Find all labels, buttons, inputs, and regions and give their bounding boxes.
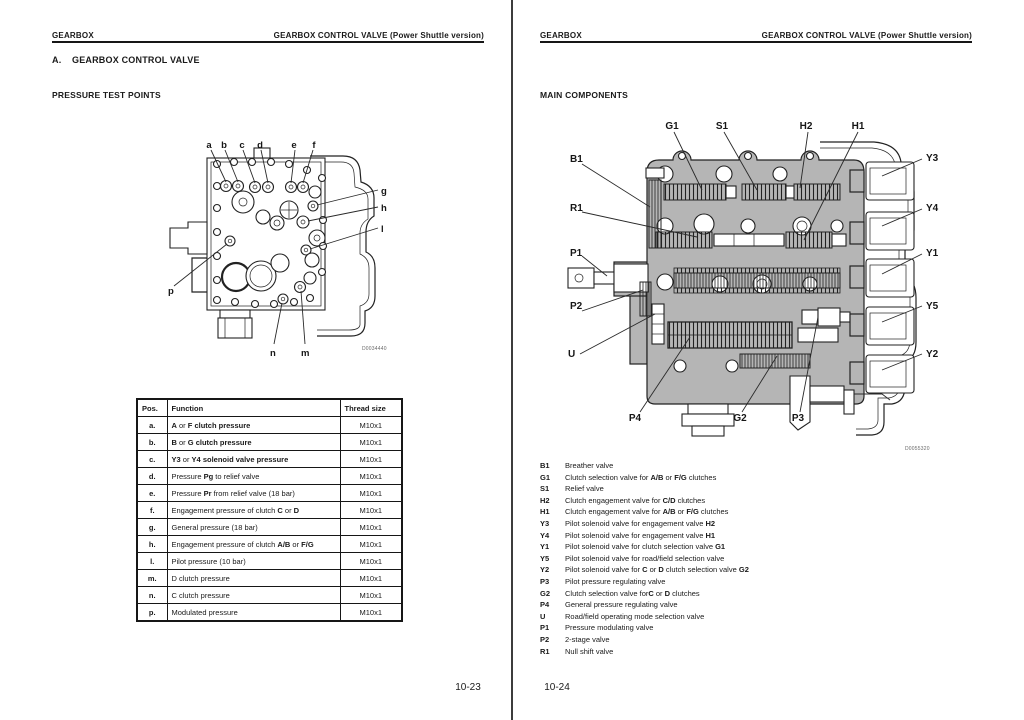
right-subsection-title: MAIN COMPONENTS <box>540 90 628 100</box>
legend-code: G2 <box>540 588 551 598</box>
pressure-test-table <box>136 398 403 622</box>
legend-description: Pilot solenoid valve for C or D clutch selection valve G2 <box>565 565 749 575</box>
diagram-label-Y2: Y2 <box>926 349 939 360</box>
legend-item <box>540 483 970 495</box>
legend-item <box>540 588 970 600</box>
table-cell-function: Pressure Pg to relief valve <box>167 468 340 485</box>
diagram-label-H1: H1 <box>851 121 865 132</box>
legend-item <box>540 622 970 634</box>
legend-description: Relief valve <box>565 484 604 494</box>
table-cell-pos: d. <box>137 468 167 485</box>
legend-description: Pilot solenoid valve for clutch selection valve G1 <box>565 542 726 552</box>
right-running-header: GEARBOX <box>540 31 582 40</box>
component-legend <box>540 460 970 657</box>
legend-code: Y4 <box>540 530 550 540</box>
legend-description: Breather valve <box>565 461 614 470</box>
table-row <box>137 604 402 622</box>
diagram-label-Y4: Y4 <box>926 203 939 214</box>
diagram-label-Y5: Y5 <box>926 301 939 312</box>
legend-description: Pressure modulating valve <box>565 623 654 633</box>
legend-code: Y1 <box>540 542 550 552</box>
legend-item <box>540 530 970 542</box>
left-section-title: GEARBOX CONTROL VALVE <box>72 55 200 65</box>
legend-description: Clutch engagement valve for C/D clutches <box>565 495 706 505</box>
legend-item <box>540 553 970 565</box>
table-cell-pos: n. <box>137 587 167 604</box>
legend-description: Null shift valve <box>565 646 614 656</box>
col-header-thread: Thread size <box>340 399 402 417</box>
legend-code: G1 <box>540 472 551 482</box>
valve-body-outline <box>170 148 325 338</box>
legend-description: 2-stage valve <box>565 634 610 644</box>
table-cell-thread: M10x1 <box>340 553 402 570</box>
legend-description: Pilot solenoid valve for engagement valve H1 <box>565 530 716 540</box>
legend-item <box>540 564 970 576</box>
diagram-label-c: c <box>239 140 245 151</box>
table-row <box>137 570 402 587</box>
table-cell-pos: p. <box>137 604 167 622</box>
table-cell-function: Pilot pressure (10 bar) <box>167 553 340 570</box>
diagram-label-l: l <box>381 224 384 235</box>
diagram-label-S1: S1 <box>715 121 729 132</box>
main-components-figure <box>552 104 982 460</box>
right-running-title: GEARBOX CONTROL VALVE (Power Shuttle version) <box>761 31 972 40</box>
table-cell-thread: M10x1 <box>340 536 402 553</box>
valve-top-view-drawing <box>160 130 400 370</box>
legend-code: P4 <box>540 600 550 610</box>
legend-item <box>540 634 970 646</box>
table-cell-function: Pressure Pr from relief valve (18 bar) <box>167 485 340 502</box>
diagram-label-f: f <box>312 140 316 151</box>
diagram-label-H2: H2 <box>799 121 813 132</box>
legend-description: Clutch engagement valve for A/B or F/G clutches <box>565 507 729 517</box>
legend-item <box>540 460 970 472</box>
pressure-test-points-figure <box>160 130 400 370</box>
diagram-label-Y3: Y3 <box>926 153 939 164</box>
left-section-letter: A. <box>52 55 62 65</box>
table-cell-thread: M10x1 <box>340 519 402 536</box>
diagram-label-e: e <box>291 140 297 151</box>
table-cell-thread: M10x1 <box>340 570 402 587</box>
table-cell-pos: h. <box>137 536 167 553</box>
diagram-label-R1: R1 <box>570 203 583 214</box>
table-row <box>137 468 402 485</box>
diagram-label-g: g <box>381 186 387 197</box>
legend-item <box>540 495 970 507</box>
left-header-rule <box>52 41 484 43</box>
table-row <box>137 587 402 604</box>
table-cell-function: B or G clutch pressure <box>167 434 340 451</box>
table-row <box>137 451 402 468</box>
diagram-label-G1: G1 <box>665 121 679 132</box>
legend-item <box>540 518 970 530</box>
table-cell-pos: l. <box>137 553 167 570</box>
table-cell-pos: b. <box>137 434 167 451</box>
legend-item <box>540 541 970 553</box>
table-cell-thread: M10x1 <box>340 417 402 434</box>
pressure-table-wrap <box>136 398 403 622</box>
legend-description: Pilot pressure regulating valve <box>565 576 666 586</box>
table-cell-function: Engagement pressure of clutch A/B or F/G <box>167 536 340 553</box>
legend-code: Y5 <box>540 553 550 563</box>
left-subsection-title: PRESSURE TEST POINTS <box>52 90 161 100</box>
table-row <box>137 536 402 553</box>
table-cell-thread: M10x1 <box>340 604 402 622</box>
right-page-number: 10-24 <box>544 682 570 693</box>
legend-code: B1 <box>540 461 550 470</box>
legend-code: R1 <box>540 646 550 656</box>
table-cell-thread: M10x1 <box>340 434 402 451</box>
table-cell-thread: M10x1 <box>340 485 402 502</box>
legend-code: S1 <box>540 484 550 494</box>
col-header-pos: Pos. <box>137 399 167 417</box>
table-cell-pos: f. <box>137 502 167 519</box>
diagram-label-P1: P1 <box>570 248 583 259</box>
pressure-table-body <box>137 417 402 622</box>
diagram-label-P4: P4 <box>628 413 642 424</box>
table-cell-function: Engagement pressure of clutch C or D <box>167 502 340 519</box>
table-cell-thread: M10x1 <box>340 502 402 519</box>
legend-description: Road/field operating mode selection valve <box>565 611 705 621</box>
diagram-label-U: U <box>568 349 576 360</box>
valve-cross-section-drawing <box>552 104 982 460</box>
table-cell-pos: m. <box>137 570 167 587</box>
legend-code: H2 <box>540 495 550 505</box>
legend-code: P2 <box>540 634 550 644</box>
table-row <box>137 553 402 570</box>
diagram-label-p: p <box>168 286 174 297</box>
table-cell-pos: a. <box>137 417 167 434</box>
table-cell-thread: M10x1 <box>340 587 402 604</box>
legend-description: Clutch selection valve for A/B or F/G clutches <box>565 472 717 482</box>
legend-item <box>540 576 970 588</box>
legend-code: P3 <box>540 576 550 586</box>
table-cell-function: General pressure (18 bar) <box>167 519 340 536</box>
table-header-row <box>137 399 402 417</box>
legend-code: P1 <box>540 623 550 633</box>
table-cell-pos: g. <box>137 519 167 536</box>
diagram-label-B1: B1 <box>570 154 583 165</box>
legend-description: General pressure regulating valve <box>565 600 678 610</box>
table-cell-thread: M10x1 <box>340 451 402 468</box>
left-running-title: GEARBOX CONTROL VALVE (Power Shuttle version) <box>273 31 484 40</box>
left-running-header: GEARBOX <box>52 31 94 40</box>
table-cell-function: A or F clutch pressure <box>167 417 340 434</box>
diagram-label-m: m <box>301 348 310 359</box>
col-header-function: Function <box>167 399 340 417</box>
table-row <box>137 434 402 451</box>
table-row <box>137 485 402 502</box>
legend-description: Pilot solenoid valve for engagement valve H2 <box>565 518 716 528</box>
diagram-label-a: a <box>206 140 212 151</box>
right-figure-code: D0055320 <box>905 446 930 452</box>
table-cell-pos: c. <box>137 451 167 468</box>
left-figure-code: D0034440 <box>362 346 387 352</box>
page-gutter-divider <box>511 0 513 720</box>
diagram-label-b: b <box>221 140 227 151</box>
legend-item <box>540 611 970 623</box>
legend-description: Clutch selection valve forC or D clutches <box>565 588 700 598</box>
diagram-label-Y1: Y1 <box>926 248 939 259</box>
legend-item <box>540 472 970 484</box>
diagram-label-n: n <box>270 348 276 359</box>
left-page-number: 10-23 <box>455 682 481 693</box>
diagram-label-d: d <box>257 140 263 151</box>
legend-code: H1 <box>540 507 550 517</box>
legend-code: U <box>540 611 546 621</box>
legend-item <box>540 646 970 658</box>
right-header-rule <box>540 41 972 43</box>
legend-code: Y3 <box>540 518 550 528</box>
table-cell-pos: e. <box>137 485 167 502</box>
table-cell-function: Y3 or Y4 solenoid valve pressure <box>167 451 340 468</box>
diagram-label-h: h <box>381 203 387 214</box>
table-row <box>137 417 402 434</box>
table-cell-function: D clutch pressure <box>167 570 340 587</box>
legend-item <box>540 506 970 518</box>
breather-valve-part <box>646 168 664 248</box>
table-row <box>137 519 402 536</box>
legend-code: Y2 <box>540 565 550 575</box>
table-cell-thread: M10x1 <box>340 468 402 485</box>
table-cell-function: Modulated pressure <box>167 604 340 622</box>
legend-description: Pilot solenoid valve for road/field selection valve <box>565 553 725 563</box>
table-cell-function: C clutch pressure <box>167 587 340 604</box>
table-row <box>137 502 402 519</box>
diagram-label-P3: P3 <box>791 413 805 424</box>
diagram-label-G2: G2 <box>733 413 747 424</box>
diagram-label-P2: P2 <box>570 301 583 312</box>
legend-item <box>540 599 970 611</box>
